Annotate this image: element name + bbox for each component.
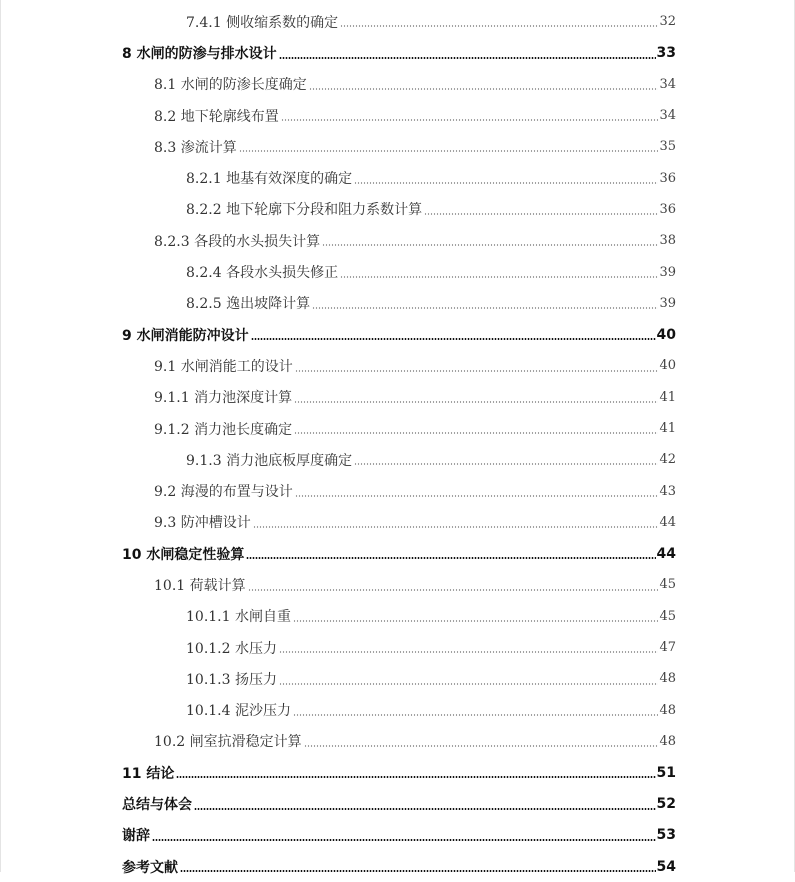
toc-entry[interactable] (1, 538, 795, 569)
toc-dot-leader (295, 495, 659, 497)
toc-entry[interactable] (1, 194, 795, 225)
toc-entry-title: 9.2 海漫的布置与设计 (154, 484, 293, 501)
toc-entry[interactable] (1, 162, 795, 193)
toc-entry[interactable] (1, 601, 795, 632)
toc-entry-title: 8.3 渗流计算 (154, 139, 237, 156)
toc-entry-page-number: 44 (659, 514, 676, 530)
toc-entry-title: 10.1.4 泥沙压力 (186, 703, 291, 720)
toc-dot-leader (293, 714, 658, 716)
toc-dot-leader (279, 57, 656, 59)
toc-dot-leader (322, 244, 658, 246)
toc-entry[interactable] (1, 413, 795, 444)
toc-dot-leader (176, 776, 655, 778)
toc-dot-leader (248, 589, 659, 591)
toc-entry-page-number: 40 (659, 358, 676, 374)
toc-dot-leader (253, 526, 659, 528)
toc-entry[interactable] (1, 6, 795, 37)
toc-entry-title: 9 水闸消能防冲设计 (122, 327, 249, 344)
toc-dot-leader (340, 276, 658, 278)
toc-dot-leader (295, 370, 659, 372)
toc-entry[interactable] (1, 444, 795, 475)
toc-dot-leader (251, 338, 656, 340)
toc-entry-title: 8.1 水闸的防渗长度确定 (154, 77, 307, 94)
toc-entry-title: 8.2.2 地下轮廓下分段和阻力系数计算 (186, 202, 423, 219)
toc-dot-leader (152, 839, 656, 841)
toc-entry-title: 10.1.1 水闸自重 (186, 609, 291, 626)
toc-entry-page-number: 36 (659, 170, 676, 186)
toc-entry-page-number: 32 (659, 14, 676, 30)
toc-entry-page-number: 35 (659, 139, 676, 155)
toc-entry-page-number: 33 (656, 44, 676, 61)
toc-dot-leader (312, 307, 658, 309)
toc-entry[interactable] (1, 632, 795, 663)
toc-entry[interactable] (1, 569, 795, 600)
toc-entry-page-number: 34 (659, 76, 676, 92)
toc-entry-page-number: 53 (656, 827, 676, 844)
toc-entry-title: 8.2.1 地基有效深度的确定 (186, 171, 353, 188)
table-of-contents (1, 6, 795, 882)
toc-entry-page-number: 41 (659, 421, 676, 436)
toc-entry-page-number: 45 (659, 608, 676, 624)
toc-entry-title: 参考文献 (122, 859, 178, 876)
toc-entry-page-number: 34 (659, 108, 676, 124)
toc-entry-title: 8.2 地下轮廓线布置 (154, 108, 279, 125)
toc-dot-leader (180, 870, 656, 872)
toc-entry-page-number: 38 (659, 233, 676, 249)
toc-entry-title: 10.1.3 扬压力 (186, 671, 277, 688)
toc-entry-title: 9.1.3 消力池底板厚度确定 (186, 452, 353, 469)
toc-entry-page-number: 52 (656, 796, 676, 813)
toc-entry-title: 11 结论 (122, 765, 175, 782)
toc-entry-title: 8.2.3 各段的水头损失计算 (154, 233, 321, 250)
toc-entry[interactable] (1, 319, 795, 350)
toc-entry-page-number: 48 (659, 671, 676, 687)
toc-dot-leader (194, 808, 656, 810)
toc-dot-leader (279, 651, 658, 653)
toc-entry[interactable] (1, 131, 795, 162)
toc-entry[interactable] (1, 100, 795, 131)
toc-entry-page-number: 51 (656, 764, 676, 781)
toc-entry-title: 9.1 水闸消能工的设计 (154, 358, 293, 375)
toc-entry-title: 9.3 防冲槽设计 (154, 515, 251, 532)
toc-dot-leader (309, 88, 659, 90)
toc-entry-page-number: 48 (659, 733, 676, 749)
toc-dot-leader (424, 213, 658, 215)
toc-entry-title: 8 水闸的防渗与排水设计 (122, 45, 277, 62)
toc-entry-page-number: 48 (659, 702, 676, 718)
toc-entry[interactable] (1, 507, 795, 538)
toc-dot-leader (354, 182, 658, 184)
toc-dot-leader (281, 119, 659, 121)
toc-entry-page-number: 44 (656, 545, 676, 562)
toc-dot-leader (239, 150, 659, 152)
toc-entry[interactable] (1, 69, 795, 100)
toc-entry-title: 谢辞 (122, 828, 150, 845)
toc-entry-title: 8.2.5 逸出坡降计算 (186, 296, 311, 313)
toc-entry[interactable] (1, 851, 795, 882)
toc-entry-title: 7.4.1 侧收缩系数的确定 (186, 14, 339, 31)
toc-entry-page-number: 39 (659, 264, 676, 280)
toc-entry-title: 9.1.1 消力池深度计算 (154, 390, 293, 407)
toc-entry-page-number: 40 (656, 326, 676, 343)
toc-entry-title: 10.1 荷载计算 (154, 577, 246, 594)
toc-entry-title: 10.1.2 水压力 (186, 640, 277, 657)
toc-entry[interactable] (1, 820, 795, 851)
toc-entry-page-number: 45 (659, 577, 676, 593)
toc-entry-page-number: 36 (659, 201, 676, 217)
toc-entry[interactable] (1, 726, 795, 757)
toc-dot-leader (304, 745, 659, 747)
toc-dot-leader (340, 25, 658, 27)
toc-entry[interactable] (1, 37, 795, 68)
toc-entry[interactable] (1, 288, 795, 319)
toc-entry-page-number: 47 (659, 640, 676, 656)
toc-entry[interactable] (1, 757, 795, 788)
toc-entry[interactable] (1, 382, 795, 413)
toc-entry-title: 10 水闸稳定性验算 (122, 546, 245, 563)
toc-entry[interactable] (1, 475, 795, 506)
toc-entry[interactable] (1, 788, 795, 819)
toc-dot-leader (279, 683, 658, 685)
toc-dot-leader (293, 620, 658, 622)
toc-entry-title: 8.2.4 各段水头损失修正 (186, 265, 339, 282)
toc-entry-title: 9.1.2 消力池长度确定 (154, 421, 293, 438)
toc-entry-title: 总结与体会 (122, 797, 192, 814)
toc-entry[interactable] (1, 256, 795, 287)
toc-entry-page-number: 43 (659, 483, 676, 499)
toc-entry-page-number: 54 (656, 858, 676, 875)
toc-dot-leader (246, 557, 655, 559)
toc-dot-leader (294, 401, 658, 403)
toc-dot-leader (294, 432, 658, 434)
toc-entry[interactable] (1, 663, 795, 694)
toc-entry-page-number: 39 (659, 295, 676, 311)
toc-dot-leader (354, 463, 658, 465)
toc-entry-page-number: 42 (659, 452, 676, 468)
toc-entry[interactable] (1, 350, 795, 381)
toc-entry-page-number: 41 (659, 389, 676, 405)
toc-entry[interactable] (1, 695, 795, 726)
toc-entry[interactable] (1, 225, 795, 256)
toc-entry-title: 10.2 闸室抗滑稳定计算 (154, 734, 302, 751)
